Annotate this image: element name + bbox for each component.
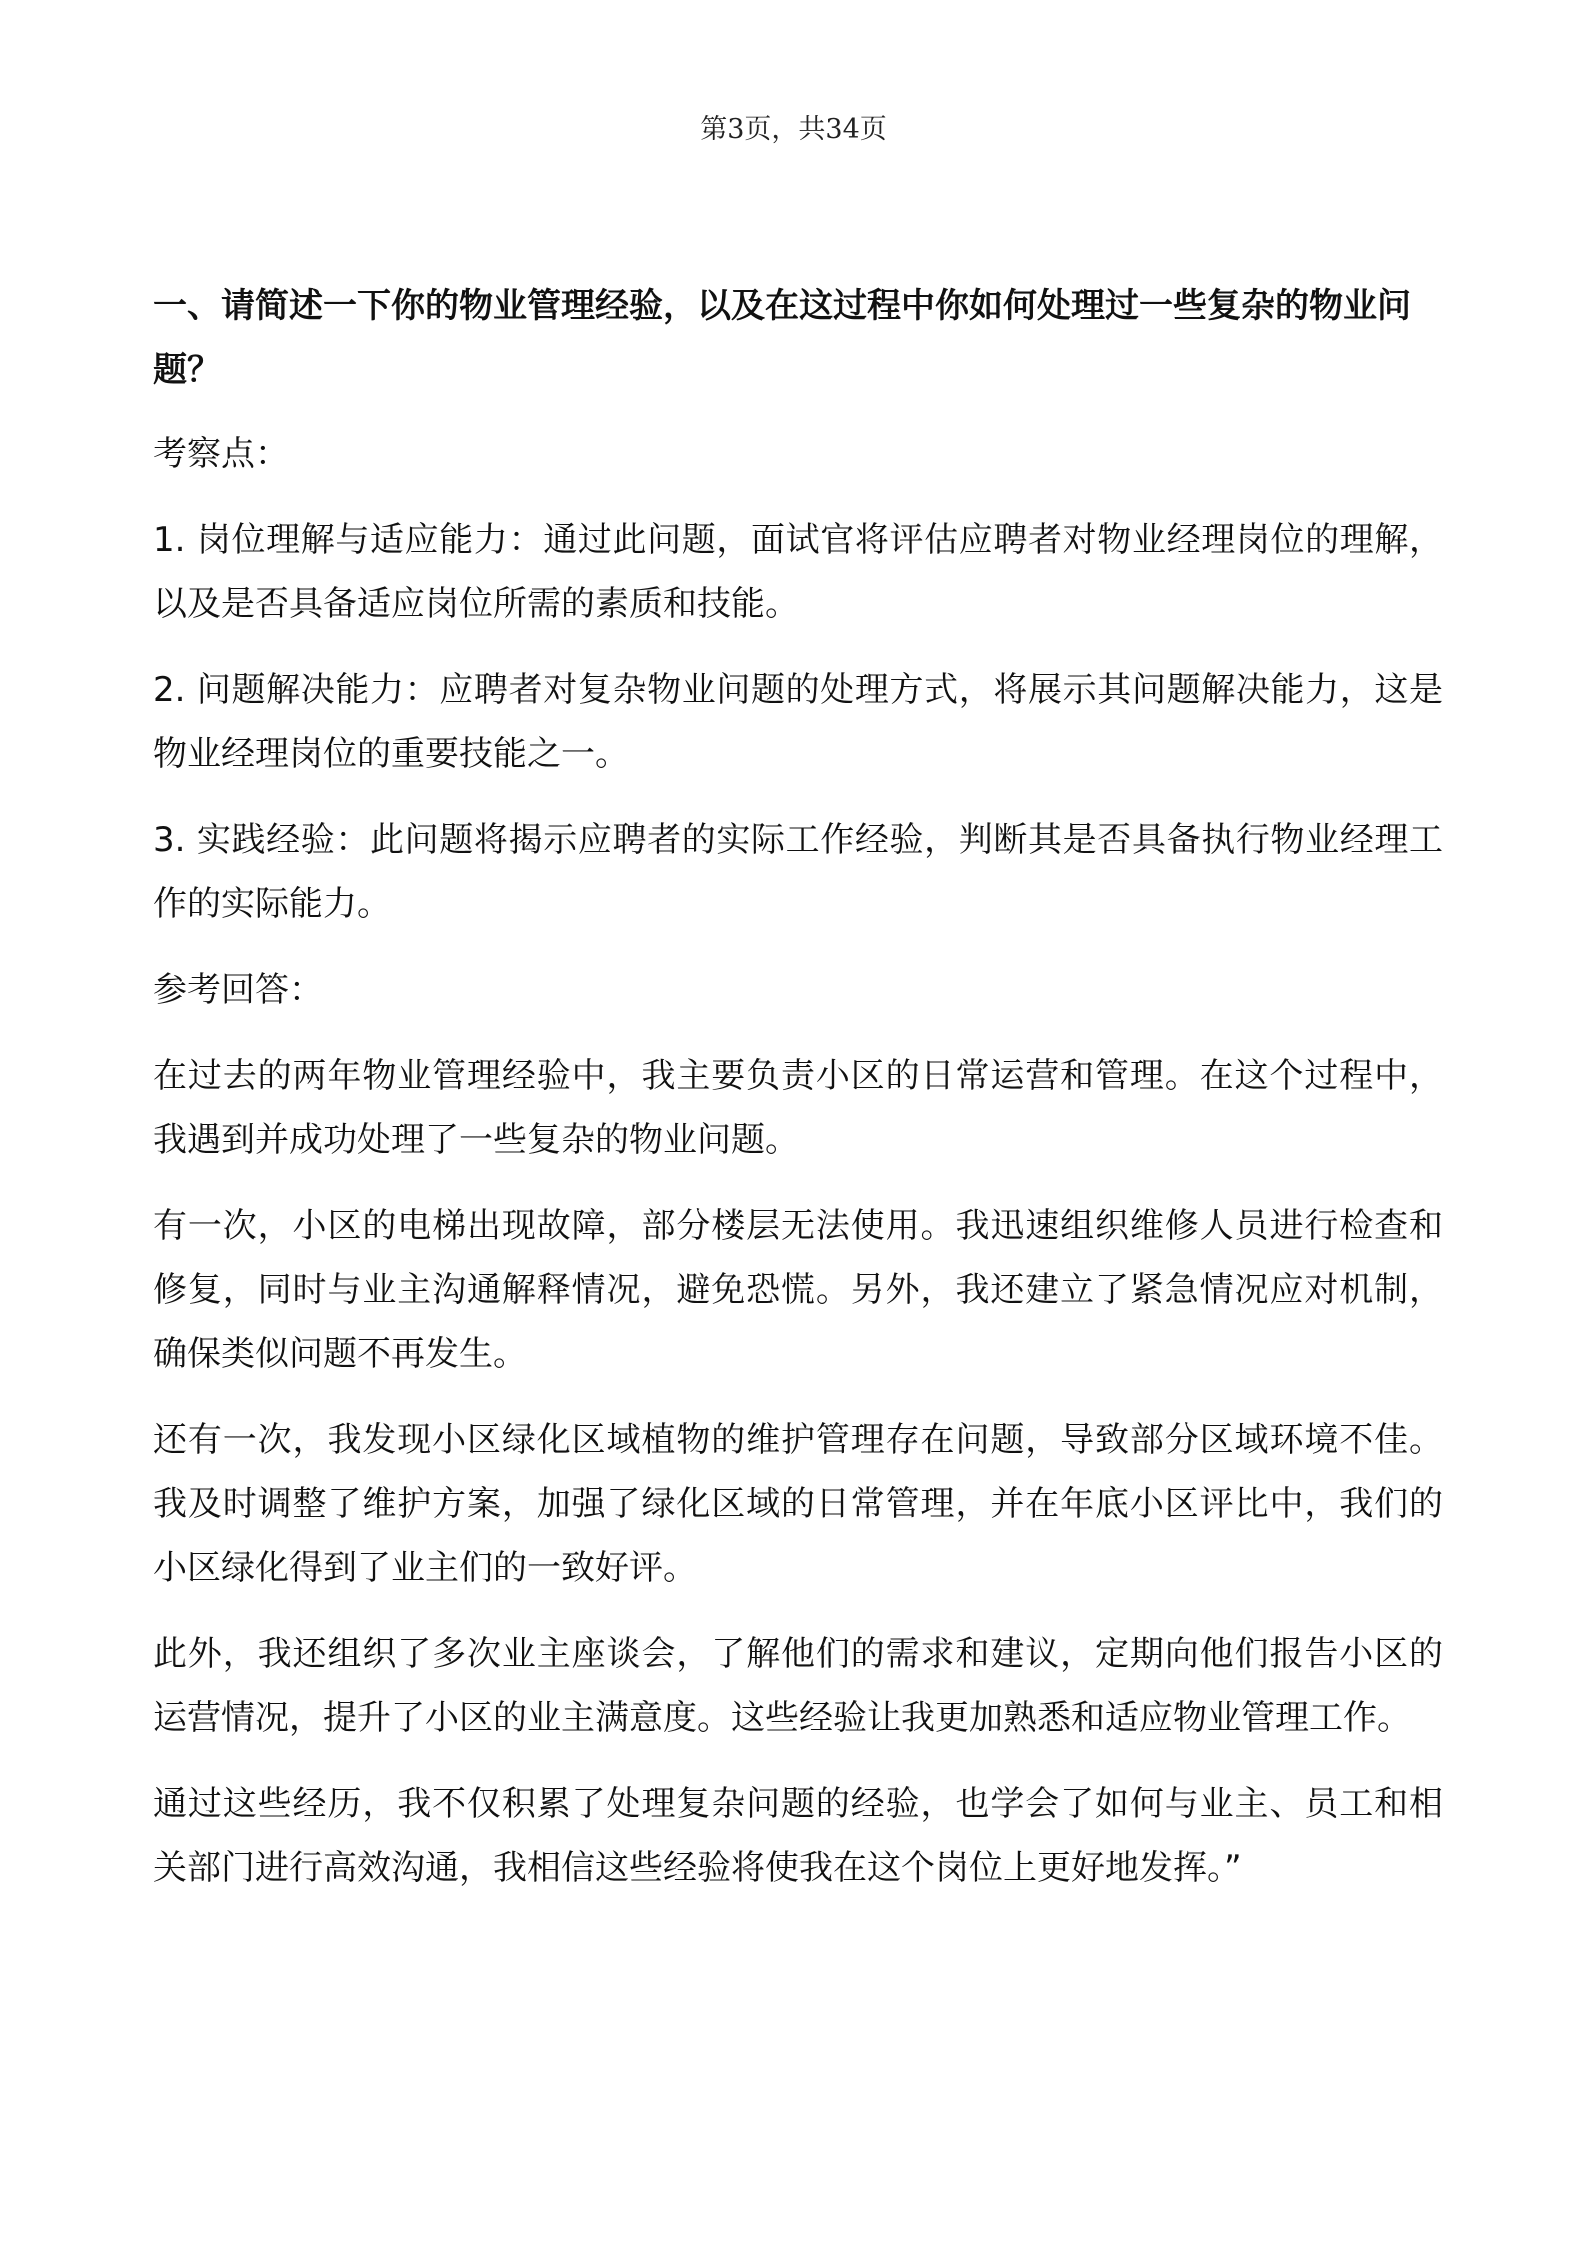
answer-paragraph: 还有一次，我发现小区绿化区域植物的维护管理存在问题，导致部分区域环境不佳。我及时调整了维护方案，加强了绿化区域的日常管理，并在年底小区评比中，我们的小区绿化得到了业主们的一致好评。 bbox=[153, 1420, 1443, 1588]
document-body bbox=[153, 274, 1443, 1922]
assessment-point: 2. 问题解决能力：应聘者对复杂物业问题的处理方式，将展示其问题解决能力，这是物业经理岗位的重要技能之一。 bbox=[153, 670, 1443, 774]
assessment-point: 1. 岗位理解与适应能力：通过此问题，面试官将评估应聘者对物业经理岗位的理解，以及是否具备适应岗位所需的素质和技能。 bbox=[153, 520, 1443, 624]
answer-paragraph: 此外，我还组织了多次业主座谈会，了解他们的需求和建议，定期向他们报告小区的运营情况，提升了小区的业主满意度。这些经验让我更加熟悉和适应物业管理工作。 bbox=[153, 1634, 1443, 1738]
answer-paragraph: 通过这些经历，我不仅积累了处理复杂问题的经验，也学会了如何与业主、员工和相关部门进行高效沟通，我相信这些经验将使我在这个岗位上更好地发挥。” bbox=[153, 1784, 1443, 1888]
question-heading: 一、请简述一下你的物业管理经验，以及在这过程中你如何处理过一些复杂的物业问题？ bbox=[153, 286, 1411, 390]
answer-title: 参考回答： bbox=[153, 970, 323, 1010]
assessment-title: 考察点： bbox=[153, 434, 289, 474]
page-indicator: 第3页，共34页 bbox=[700, 114, 887, 145]
answer-paragraph: 有一次，小区的电梯出现故障，部分楼层无法使用。我迅速组织维修人员进行检查和修复，同时与业主沟通解释情况，避免恐慌。另外，我还建立了紧急情况应对机制，确保类似问题不再发生。 bbox=[153, 1206, 1443, 1374]
assessment-point: 3. 实践经验：此问题将揭示应聘者的实际工作经验，判断其是否具备执行物业经理工作的实际能力。 bbox=[153, 820, 1443, 924]
answer-paragraph: 在过去的两年物业管理经验中，我主要负责小区的日常运营和管理。在这个过程中，我遇到并成功处理了一些复杂的物业问题。 bbox=[153, 1056, 1443, 1160]
